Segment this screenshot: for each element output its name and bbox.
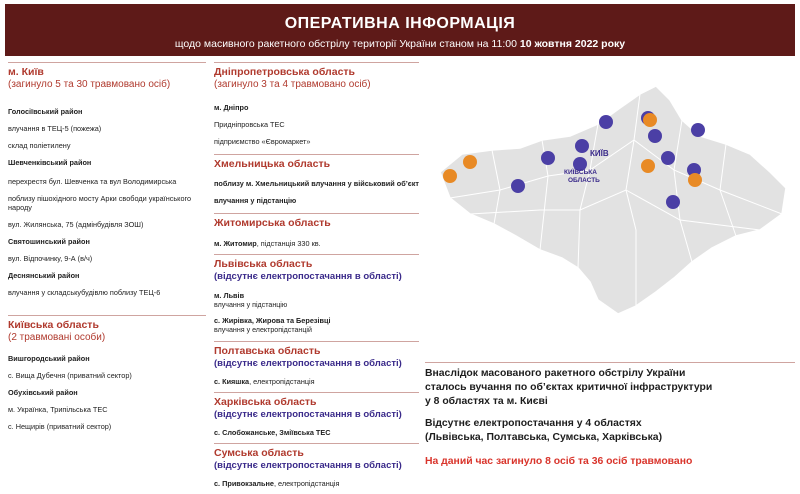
strike-marker-icon xyxy=(648,129,662,143)
casualties-note: (загинуло 3 та 4 травмовано осіб) xyxy=(214,79,371,90)
summary-line: у 8 областях та м. Києві xyxy=(425,396,548,407)
column-middle xyxy=(214,62,419,488)
strike-item: влучання в ТЕЦ-5 (пожежа) xyxy=(8,124,102,133)
strike-item: поблизу пішохідного мосту Арки свободи українського народу xyxy=(8,194,192,212)
power-outage-note: (відсутнє електропостачання в області) xyxy=(214,460,402,471)
region-title: Дніпропетровська область xyxy=(214,66,356,78)
region-title: Хмельницька область xyxy=(214,158,331,170)
outage-summary: Відсутнє електропостачання у 4 областях xyxy=(425,418,642,429)
power-outage-icon xyxy=(443,169,457,183)
strike-item: с. Нещирів (приватний сектор) xyxy=(8,422,112,431)
country-outline xyxy=(440,86,786,314)
strike-item: с. Кияшка, електропідстанція xyxy=(214,377,315,386)
district-title: Обухівський район xyxy=(8,388,78,397)
dnipro-block xyxy=(214,62,419,146)
district-title: Деснянський район xyxy=(8,271,80,280)
power-outage-icon xyxy=(688,173,702,187)
city-title: м. Дніпро xyxy=(214,103,249,112)
ukraine-map xyxy=(430,80,800,340)
strike-item: перехрестя бул. Шевченка та вул Володимирська xyxy=(8,177,177,186)
poltava-block xyxy=(214,341,419,386)
power-outage-note: (відсутнє електропостачання в області) xyxy=(214,409,402,420)
map-label-kyiv-oblast: ОБЛАСТЬ xyxy=(568,177,600,184)
summary-line: сталось вучання по об’єктах критичної інфраструктури xyxy=(425,382,713,393)
region-title: Київська область xyxy=(8,319,99,331)
strike-item: підприємство «Євромаркет» xyxy=(214,137,311,146)
strike-item: поблизу м. Хмельницький влучання у військовий об’єкт xyxy=(214,179,420,188)
strike-item: вул. Жилянська, 75 (адмінбудівля ЗОШ) xyxy=(8,220,144,229)
power-outage-note: (відсутнє електропостачання в області) xyxy=(214,358,402,369)
strike-item: с. Слобожанське, Зміївська ТЕС xyxy=(214,428,331,437)
power-outage-note: (відсутнє електропостачання в області) xyxy=(214,271,402,282)
strike-marker-icon xyxy=(691,123,705,137)
strike-marker-icon xyxy=(575,139,589,153)
summary-block xyxy=(425,362,795,469)
power-outage-icon xyxy=(641,159,655,173)
district-title: Вишгородський район xyxy=(8,354,90,363)
strike-item: влучання у електропідстанцій xyxy=(214,326,312,334)
strike-marker-icon xyxy=(666,195,680,209)
strike-item: влучання у підстанцію xyxy=(214,301,288,309)
header-banner xyxy=(5,4,795,56)
strike-item: Придніпровська ТЕС xyxy=(214,120,285,129)
outage-summary: (Львівська, Полтавська, Сумська, Харківська) xyxy=(425,432,663,443)
region-title: Львівська область xyxy=(214,258,313,270)
casualties-note: (2 травмовані особи) xyxy=(8,332,106,343)
strike-item: влучання у підстанцію xyxy=(214,196,297,205)
strike-item: склад поліетилену xyxy=(8,141,71,150)
map-label-kyiv-oblast: КИЇВСЬКА xyxy=(564,169,597,176)
report-date: 10 жовтня 2022 року xyxy=(519,38,626,50)
strike-item: с. Привокзальне, електропідстанція xyxy=(214,479,340,488)
zhytomyr-block xyxy=(214,213,419,248)
region-title: Сумська область xyxy=(214,447,304,459)
district-title: Шевченківський район xyxy=(8,158,92,167)
strike-item: м. Українка, Трипільська ТЕС xyxy=(8,405,108,414)
strike-marker-icon xyxy=(511,179,525,193)
lviv-block xyxy=(214,254,419,335)
district-title: Голосіївський район xyxy=(8,107,83,116)
map-label-kyiv: КИЇВ xyxy=(590,149,609,158)
casualties-summary: На даний час загинуло 8 осіб та 36 осіб травмовано xyxy=(425,456,693,467)
region-title: Харківська область xyxy=(214,396,317,408)
summary-line: Внаслідок масованого ракетного обстрілу України xyxy=(425,368,686,379)
column-left xyxy=(8,62,206,431)
kharkiv-block xyxy=(214,392,419,437)
village-title: с. Жирівка, Жирова та Березівці xyxy=(214,316,331,325)
strike-item: м. Житомир, підстанція 330 кв. xyxy=(214,239,321,248)
district-title: Святошинський район xyxy=(8,237,90,246)
power-outage-icon xyxy=(463,155,477,169)
strike-marker-icon xyxy=(661,151,675,165)
region-title: Полтавська область xyxy=(214,345,321,357)
strike-item: с. Вища Дубечня (приватний сектор) xyxy=(8,371,132,380)
city-title: м. Львів xyxy=(214,291,245,300)
page-subtitle: щодо масивного ракетного обстрілу території України станом на 11:00 10 жовтня 2022 року xyxy=(174,38,626,50)
casualties-note: (загинуло 5 та 30 травмовано осіб) xyxy=(8,79,171,90)
strike-marker-icon xyxy=(599,115,613,129)
page-title: ОПЕРАТИВНА ІНФОРМАЦІЯ xyxy=(284,15,516,32)
kyiv-city-block xyxy=(8,62,206,297)
strike-item: влучання у складськубудівлю поблизу ТЕЦ-6 xyxy=(8,288,161,297)
strike-item: вул. Відпочинку, 9-А (в/ч) xyxy=(8,254,93,263)
kyiv-oblast-block xyxy=(8,315,206,431)
region-title: Житомирська область xyxy=(214,217,331,229)
khmelnytskyi-block xyxy=(214,154,419,205)
region-title: м. Київ xyxy=(8,66,44,78)
sumy-block xyxy=(214,443,419,488)
power-outage-icon xyxy=(643,113,657,127)
strike-marker-icon xyxy=(541,151,555,165)
